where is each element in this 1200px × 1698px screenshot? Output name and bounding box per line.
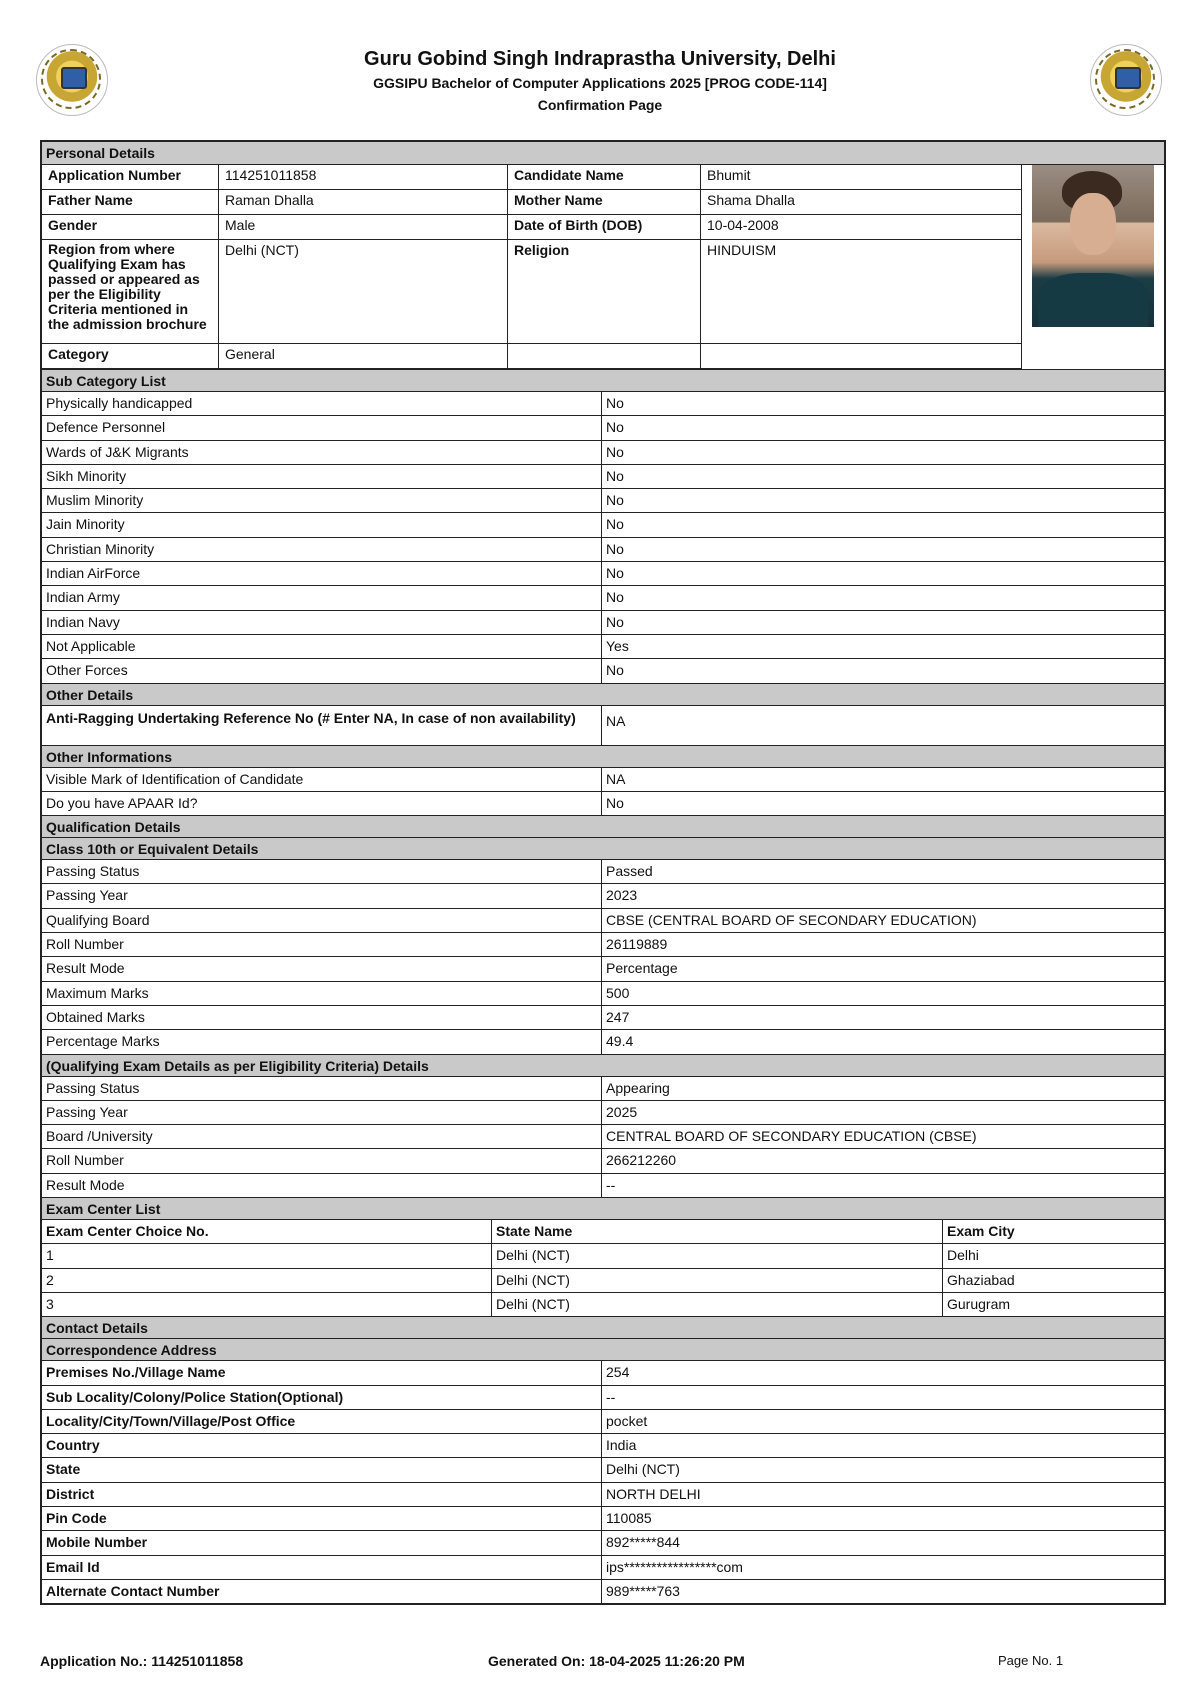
row-value: No [606,589,624,606]
section-qualification-details: Qualification Details [42,815,1164,837]
table-row [42,908,1164,932]
table-row [42,537,1164,561]
personal-details [42,164,1164,369]
table-row [42,1124,1164,1148]
table-row [42,488,1164,512]
table-row [42,1385,1164,1409]
row-value: 989*****763 [606,1582,680,1599]
page-header [0,48,1200,113]
dob-label: Date of Birth (DOB) [508,215,701,240]
table-row [42,705,1164,745]
row-label: Jain Minority [42,513,602,536]
table-row [42,610,1164,634]
empty-cell [508,344,701,369]
table-cell: Delhi (NCT) [492,1293,943,1316]
row-label: Indian Army [42,586,602,609]
mother-name-value: Shama Dhalla [701,190,1022,215]
dob-value: 10-04-2008 [701,215,1022,240]
candidate-photo [1032,165,1154,327]
row-value: No [606,419,624,436]
contact-list [42,1360,1164,1603]
row-label: Defence Personnel [42,416,602,439]
table-row [42,391,1164,415]
footer-page-no: Page No. 1 [998,1653,1064,1668]
table-cell: Ghaziabad [947,1271,1015,1288]
table-row [42,634,1164,658]
gender-label: Gender [42,215,219,240]
university-title: Guru Gobind Singh Indraprastha University, Delhi [364,48,836,70]
confirmation-form [40,140,1166,1605]
table-row [42,464,1164,488]
row-label: Sikh Minority [42,465,602,488]
row-value: -- [606,1388,616,1405]
religion-value: HINDUISM [701,240,1022,344]
table-row [42,883,1164,907]
qualifying-list [42,1076,1164,1197]
page-title: Confirmation Page [537,97,663,113]
row-value: No [606,492,624,509]
table-row [42,859,1164,883]
candidate-name-label: Candidate Name [508,165,701,190]
mother-name-label: Mother Name [508,190,701,215]
section-correspondence-address: Correspondence Address [42,1338,1164,1360]
row-label: Roll Number [42,933,602,956]
candidate-name-value: Bhumit [701,165,1022,190]
row-value: Passed [606,863,653,880]
table-cell: Delhi (NCT) [492,1244,943,1267]
row-label: Indian Navy [42,611,602,634]
table-row [42,1243,1164,1267]
footer-application-no: Application No.: 114251011858 [40,1653,244,1669]
table-row [42,1292,1164,1316]
row-label: Passing Status [42,860,602,883]
table-row [42,956,1164,980]
section-personal-details: Personal Details [42,142,1164,164]
row-value: 110085 [606,1509,652,1526]
table-cell: 2 [42,1269,492,1292]
row-label: Sub Locality/Colony/Police Station(Optional) [42,1386,602,1409]
row-value: No [606,516,624,533]
table-row [42,1433,1164,1457]
table-row [42,767,1164,791]
sub-category-list [42,391,1164,683]
row-label: Visible Mark of Identification of Candidate [42,768,602,791]
row-value: 500 [606,984,630,1001]
section-other-details: Other Details [42,683,1164,705]
row-value: 26119889 [606,936,668,953]
row-value: No [606,540,624,557]
row-value: No [606,467,624,484]
row-label: Maximum Marks [42,982,602,1005]
table-row [42,585,1164,609]
section-exam-center: Exam Center List [42,1197,1164,1219]
section-sub-category: Sub Category List [42,369,1164,391]
empty-cell [701,344,1022,369]
row-value: No [606,565,624,582]
row-label: Email Id [42,1556,602,1579]
row-label: Muslim Minority [42,489,602,512]
row-value: CENTRAL BOARD OF SECONDARY EDUCATION (CBSE) [606,1128,977,1145]
exam-center-list [42,1243,1164,1316]
table-row [42,1555,1164,1579]
row-label: Mobile Number [42,1531,602,1554]
row-value: 892*****844 [606,1534,680,1551]
row-value: No [606,794,624,811]
table-row [42,1005,1164,1029]
category-value: General [219,344,508,369]
father-name-value: Raman Dhalla [219,190,508,215]
row-label: Roll Number [42,1149,602,1172]
row-value: -- [606,1176,616,1193]
row-value: 49.4 [606,1033,634,1050]
row-label: Alternate Contact Number [42,1580,602,1603]
table-cell: Gurugram [947,1295,1011,1312]
application-number-label: Application Number [42,165,219,190]
section-class10: Class 10th or Equivalent Details [42,837,1164,859]
table-row [42,1076,1164,1100]
row-label: Obtained Marks [42,1006,602,1029]
row-value: NA [606,770,626,787]
row-value: NORTH DELHI [606,1485,701,1502]
row-value: No [606,443,624,460]
column-header: State Name [492,1220,943,1243]
gender-value: Male [219,215,508,240]
table-row [42,440,1164,464]
row-label: Indian AirForce [42,562,602,585]
exam-center-header-row [42,1219,1164,1243]
table-row [42,1360,1164,1384]
row-label: Board /University [42,1125,602,1148]
footer-generated-on: Generated On: 18-04-2025 11:26:20 PM [488,1653,745,1669]
row-label: Country [42,1434,602,1457]
table-row [42,1148,1164,1172]
section-contact-details: Contact Details [42,1316,1164,1338]
anti-ragging-label: Anti-Ragging Undertaking Reference No (# Enter NA, In case of non availability) [42,706,602,745]
row-label: Other Forces [42,659,602,682]
column-header: Exam City [947,1223,1015,1240]
table-row [42,932,1164,956]
row-label: District [42,1483,602,1506]
table-row [42,658,1164,682]
table-row [42,512,1164,536]
row-label: Christian Minority [42,538,602,561]
row-value: Delhi (NCT) [606,1461,680,1478]
row-label: Result Mode [42,1174,602,1197]
row-label: Passing Status [42,1077,602,1100]
row-value: No [606,613,624,630]
table-row [42,1268,1164,1292]
row-value: 2025 [606,1103,638,1120]
row-value: 254 [606,1364,630,1381]
row-label: Passing Year [42,884,602,907]
table-cell: Delhi (NCT) [492,1269,943,1292]
table-row [42,1173,1164,1197]
row-label: Locality/City/Town/Village/Post Office [42,1410,602,1433]
row-label: Not Applicable [42,635,602,658]
row-label: Qualifying Board [42,909,602,932]
father-name-label: Father Name [42,190,219,215]
table-row [42,1409,1164,1433]
table-cell: 3 [42,1293,492,1316]
row-label: Wards of J&K Migrants [42,441,602,464]
table-row [42,1482,1164,1506]
photo-cell [1022,165,1164,369]
table-row [42,1100,1164,1124]
table-row [42,561,1164,585]
table-row [42,415,1164,439]
table-row [42,1457,1164,1481]
section-qualifying-exam: (Qualifying Exam Details as per Eligibility Criteria) Details [42,1054,1164,1076]
row-value: Appearing [606,1079,670,1096]
table-row [42,1029,1164,1053]
row-label: Result Mode [42,957,602,980]
row-value: Percentage [606,960,678,977]
row-value: No [606,662,624,679]
row-label: State [42,1458,602,1481]
region-value: Delhi (NCT) [219,240,508,344]
table-cell: Delhi [947,1247,979,1264]
row-value: pocket [606,1412,648,1429]
row-value: Yes [606,637,629,654]
row-label: Passing Year [42,1101,602,1124]
row-value: 266212260 [606,1152,677,1169]
row-value: CBSE (CENTRAL BOARD OF SECONDARY EDUCATION) [606,911,977,928]
table-row [42,981,1164,1005]
row-value: 247 [606,1008,630,1025]
other-informations-list [42,767,1164,816]
row-label: Percentage Marks [42,1030,602,1053]
class10-list [42,859,1164,1053]
application-number-value: 114251011858 [219,165,508,190]
table-row [42,1506,1164,1530]
anti-ragging-value: NA [606,712,626,729]
row-value: No [606,395,624,411]
region-label: Region from where Qualifying Exam has passed or appeared as per the Eligibility Criteria mentioned in the admission brochure [42,240,219,344]
table-row [42,791,1164,815]
program-title: GGSIPU Bachelor of Computer Applications 2025 [PROG CODE-114] [373,75,827,91]
row-label: Do you have APAAR Id? [42,792,602,815]
row-label: Pin Code [42,1507,602,1530]
row-value: 2023 [606,887,638,904]
religion-label: Religion [508,240,701,344]
section-other-informations: Other Informations [42,745,1164,767]
category-label: Category [42,344,219,369]
table-row [42,1579,1164,1603]
table-cell: 1 [42,1244,492,1267]
row-label: Physically handicapped [42,392,602,415]
column-header: Exam Center Choice No. [42,1220,492,1243]
table-row [42,1530,1164,1554]
row-value: India [606,1437,637,1454]
row-value: ips*****************com [606,1558,743,1575]
row-label: Premises No./Village Name [42,1361,602,1384]
